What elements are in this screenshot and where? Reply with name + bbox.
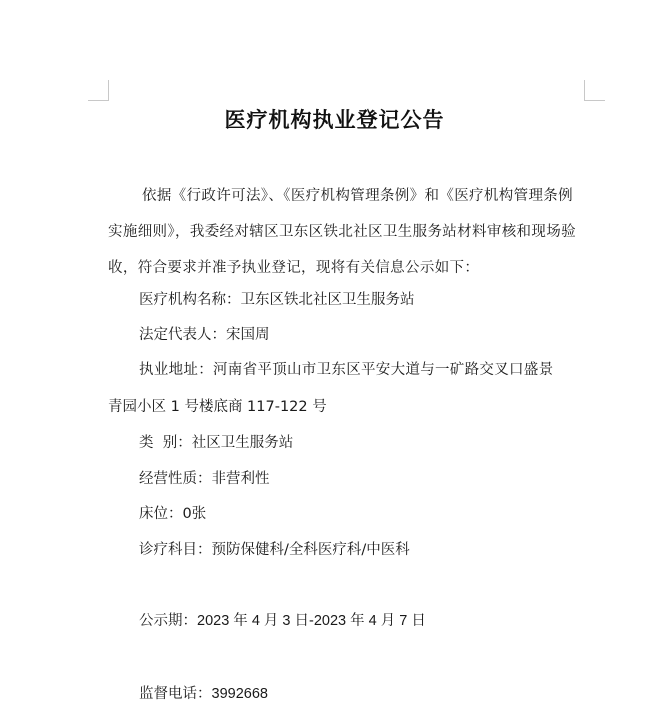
- supervision-hotline: [139, 682, 268, 703]
- notice-period-value: 2023 年 4 月 3 日-2023 年 4 月 7 日: [197, 613, 426, 629]
- field-label: 医疗机构名称：: [139, 292, 241, 308]
- field-address-continuation: 青园小区 1 号楼底商 117-122 号: [108, 399, 327, 415]
- field-value: 河南省平顶山市卫东区平安大道与一矿路交叉口盛景: [213, 362, 554, 378]
- field-value: 卫东区铁北社区卫生服务站: [240, 292, 415, 308]
- notice-period: [139, 609, 426, 630]
- field-nature: [139, 467, 270, 488]
- margin-corner-mark-top-left: [88, 80, 109, 101]
- hotline-label: 监督电话：: [139, 686, 212, 702]
- hotline-value: 3992668: [211, 686, 268, 702]
- document-title: 医疗机构执业登记公告: [224, 107, 445, 132]
- field-label: 诊疗科目：: [139, 542, 212, 558]
- field-value: 0张: [182, 506, 207, 522]
- field-label: 床位：: [139, 506, 183, 522]
- field-legal-representative: [139, 323, 270, 344]
- field-label: 法定代表人：: [139, 327, 226, 343]
- field-institution-name: [139, 288, 415, 309]
- field-value: 社区卫生服务站: [191, 435, 294, 451]
- field-value: 宋国周: [226, 327, 270, 343]
- field-label: 类 别：: [139, 435, 192, 451]
- field-value: 预防保健科/全科医疗科/中医科: [211, 542, 410, 558]
- field-address: [139, 358, 553, 379]
- field-departments: [139, 538, 410, 559]
- field-label: 经营性质：: [139, 471, 212, 487]
- field-label: 执业地址：: [139, 362, 213, 378]
- field-beds: [139, 502, 206, 523]
- intro-paragraph: 依据《行政许可法》、《医疗机构管理条例》和《医疗机构管理条例实施细则》，我委经对辖区卫东区铁北社区卫生服务站材料审核和现场验收，符合要求并准予执业登记，现将有关信息公示如下：: [108, 188, 576, 276]
- margin-corner-mark-top-right: [584, 80, 605, 101]
- notice-period-label: 公示期：: [139, 613, 197, 629]
- field-value: 非营利性: [211, 471, 270, 487]
- field-category: [139, 431, 293, 452]
